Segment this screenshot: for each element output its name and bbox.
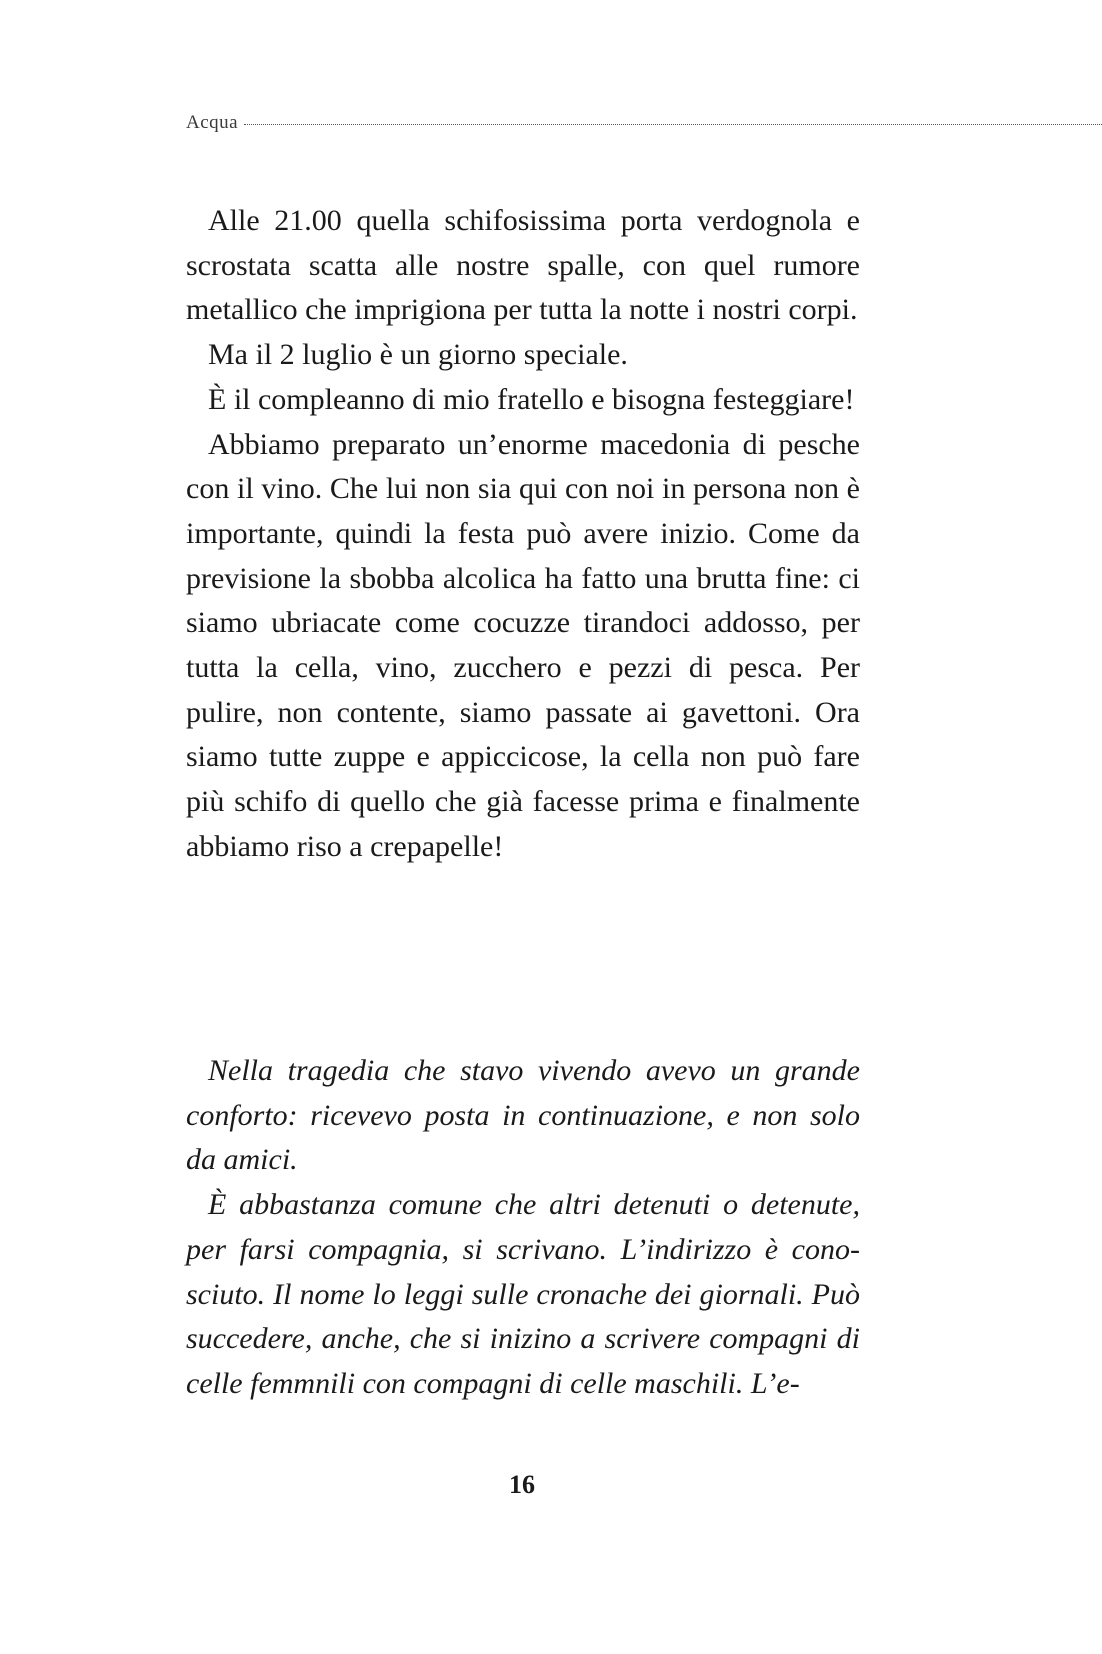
page-number: 16: [509, 1470, 535, 1499]
italic-paragraph: Nella tragedia che stavo vivendo avevo un grande conforto: ricevevo posta in continuazione, e non solo da amici.: [186, 1054, 860, 1177]
italic-paragraph: È abbastanza comune che altri detenuti o detenute, per farsi compagnia, si scrivano. L’indirizzo è conosciuto. Il nome lo leggi sulle cronache dei giornali. Può succedere, anche, che si inizino a scrivere compagni di celle femmnili con compagni di celle maschili. L’e-: [186, 1188, 860, 1400]
italic-text-block: [186, 1049, 860, 1407]
paragraph: Abbiamo preparato un’enorme macedonia di pesche con il vino. Che lui non sia qui con noi in persona non è importante, quindi la festa può avere inizio. Come da previsione la sbobba alcolica ha fatto una brutta fine: ci siamo ubriacate come cocuzze tirandoci addosso, per tutta la cella, vino, zucchero e pezzi di pesca. Per pulire, non contente, siamo passate ai gavettoni. Ora siamo tutte zuppe e appiccicose, la cella non può fare più schifo di quello che già facesse prima e finalmente abbiamo riso a crepapelle!: [186, 427, 860, 863]
main-text-block: [186, 199, 860, 870]
paragraph: È il compleanno di mio fratello e bisogna festeggiare!: [208, 382, 855, 416]
paragraph: Ma il 2 luglio è un giorno speciale.: [208, 338, 628, 372]
paragraph: Alle 21.00 quella schifosissima porta verdognola e scrostata scatta alle nostre spalle, con quel rumore metallico che imprigiona per tutta la notte i nostri corpi.: [186, 204, 860, 327]
dotted-leader-rule: [244, 124, 1102, 125]
running-header: [186, 112, 1102, 134]
section-title: Acqua: [186, 112, 239, 133]
